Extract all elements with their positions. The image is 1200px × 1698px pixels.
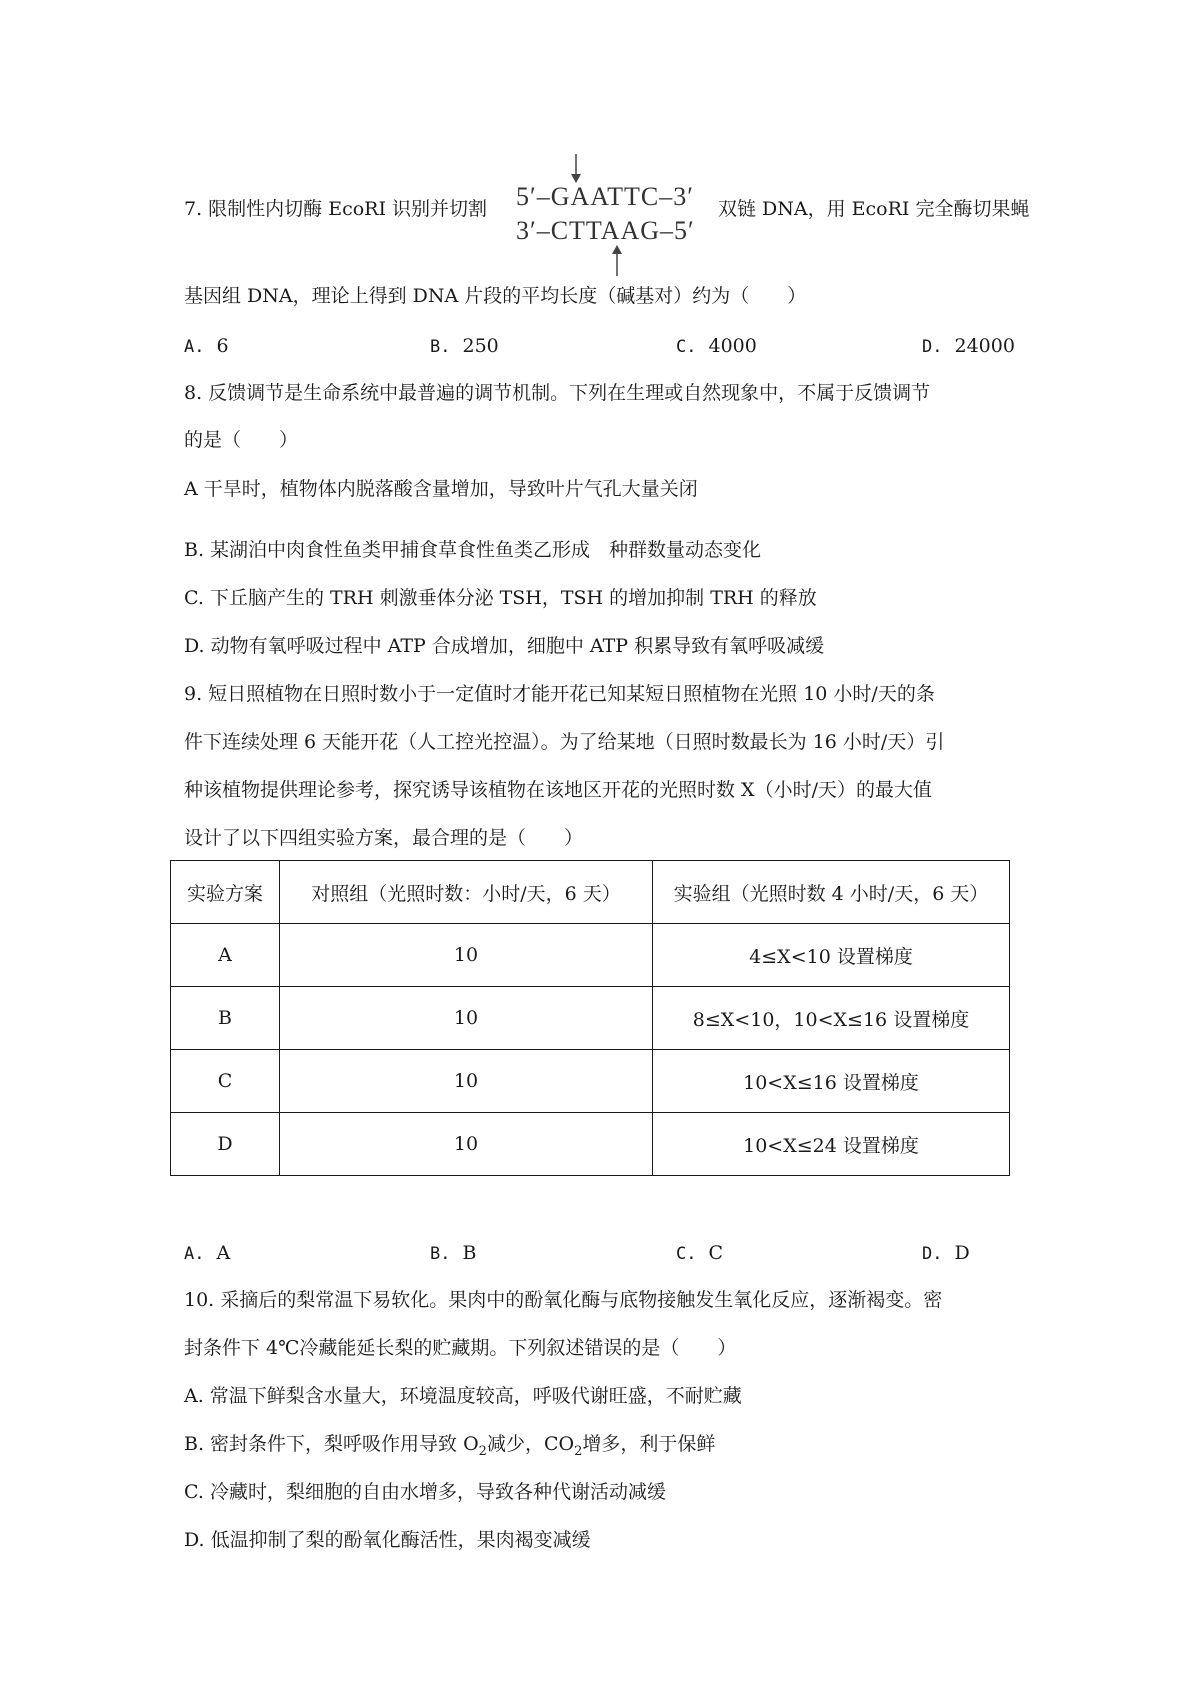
- q9-line3: 种该植物提供理论参考，探究诱导该植物在该地区开花的光照时数 X（小时/天）的最大值: [184, 779, 932, 801]
- q8-option-b: B. 某湖泊中肉食性鱼类甲捕食草食性鱼类乙形成 种群数量动态变化: [184, 539, 762, 561]
- table-row: [171, 1113, 1010, 1176]
- table-cell: 10: [280, 924, 653, 987]
- q10-option-c: C. 冷藏时，梨细胞的自由水增多，导致各种代谢活动减缓: [184, 1481, 666, 1503]
- table-cell: 4≤X<10 设置梯度: [653, 924, 1010, 987]
- table-cell: 10: [280, 987, 653, 1050]
- experiment-table: [170, 860, 1010, 1176]
- q7-option-b: B. 250: [430, 335, 499, 357]
- q9-option-b: B. B: [430, 1242, 477, 1264]
- q8-line1: 8. 反馈调节是生命系统中最普遍的调节机制。下列在生理或自然现象中，不属于反馈调节: [184, 382, 931, 404]
- table-cell: 8≤X<10，10<X≤16 设置梯度: [653, 987, 1010, 1050]
- dna-bottom-strand: 3′–CTTAAG–5′: [516, 216, 695, 245]
- table-cell: C: [171, 1050, 280, 1113]
- table-header: 实验方案: [171, 861, 280, 924]
- table-row: [171, 1050, 1010, 1113]
- table-cell: 10: [280, 1050, 653, 1113]
- table-cell: D: [171, 1113, 280, 1176]
- q9-line4: 设计了以下四组实验方案，最合理的是（ ）: [184, 827, 584, 849]
- cut-arrows-icon: [516, 150, 706, 280]
- table-header-row: [171, 861, 1010, 924]
- table-cell: B: [171, 987, 280, 1050]
- q8-option-c: C. 下丘脑产生的 TRH 刺激垂体分泌 TSH，TSH 的增加抑制 TRH 的释放: [184, 587, 817, 609]
- q7-suffix: 双链 DNA，用 EcoRI 完全酶切果蝇: [718, 198, 1030, 220]
- ecori-site-figure: [516, 150, 706, 280]
- q9-option-c: C. C: [676, 1242, 724, 1264]
- q10-option-b: B. 密封条件下，梨呼吸作用导致 $O_2$减少，$CO_2$增多，利于保鲜: [184, 1433, 716, 1459]
- table-cell: A: [171, 924, 280, 987]
- q10-line2: 封条件下 4℃冷藏能延长梨的贮藏期。下列叙述错误的是（ ）: [184, 1337, 737, 1359]
- q8-option-a: A 干旱时，植物体内脱落酸含量增加，导致叶片气孔大量关闭: [184, 478, 698, 500]
- table-header: 对照组（光照时数：小时/天，6 天）: [280, 861, 653, 924]
- table-cell: 10: [280, 1113, 653, 1176]
- q10-option-d: D. 低温抑制了梨的酚氧化酶活性，果肉褐变减缓: [184, 1529, 591, 1551]
- table-cell: 10<X≤16 设置梯度: [653, 1050, 1010, 1113]
- table-row: [171, 924, 1010, 987]
- table-row: [171, 987, 1010, 1050]
- q9-line2: 件下连续处理 6 天能开花（人工控光控温）。为了给某地（日照时数最长为 16 小时/天）引: [184, 731, 945, 753]
- q9-line1: 9. 短日照植物在日照时数小于一定值时才能开花已知某短日照植物在光照 10 小时/天的条: [184, 683, 935, 705]
- q9-option-a: A. A: [184, 1242, 231, 1264]
- table-header: 实验组（光照时数 4 小时/天，6 天）: [653, 861, 1010, 924]
- q7-option-a: A. 6: [184, 335, 229, 357]
- q9-option-d: D. D: [922, 1242, 970, 1264]
- table-cell: 10<X≤24 设置梯度: [653, 1113, 1010, 1176]
- q7-option-c: C. 4000: [676, 335, 757, 357]
- q7-option-d: D. 24000: [922, 335, 1015, 357]
- q8-line2: 的是（ ）: [184, 429, 299, 451]
- q7-line2: 基因组 DNA，理论上得到 DNA 片段的平均长度（碱基对）约为（ ）: [184, 285, 807, 307]
- dna-top-strand: 5′–GAATTC–3′: [516, 182, 694, 211]
- q8-option-d: D. 动物有氧呼吸过程中 ATP 合成增加，细胞中 ATP 积累导致有氧呼吸减缓: [184, 635, 825, 657]
- q7-prefix: 7. 限制性内切酶 EcoRI 识别并切割: [184, 198, 488, 220]
- q10-option-a: A. 常温下鲜梨含水量大，环境温度较高，呼吸代谢旺盛，不耐贮藏: [184, 1385, 742, 1407]
- q10-line1: 10. 采摘后的梨常温下易软化。果肉中的酚氧化酶与底物接触发生氧化反应，逐渐褐变。密: [184, 1289, 943, 1311]
